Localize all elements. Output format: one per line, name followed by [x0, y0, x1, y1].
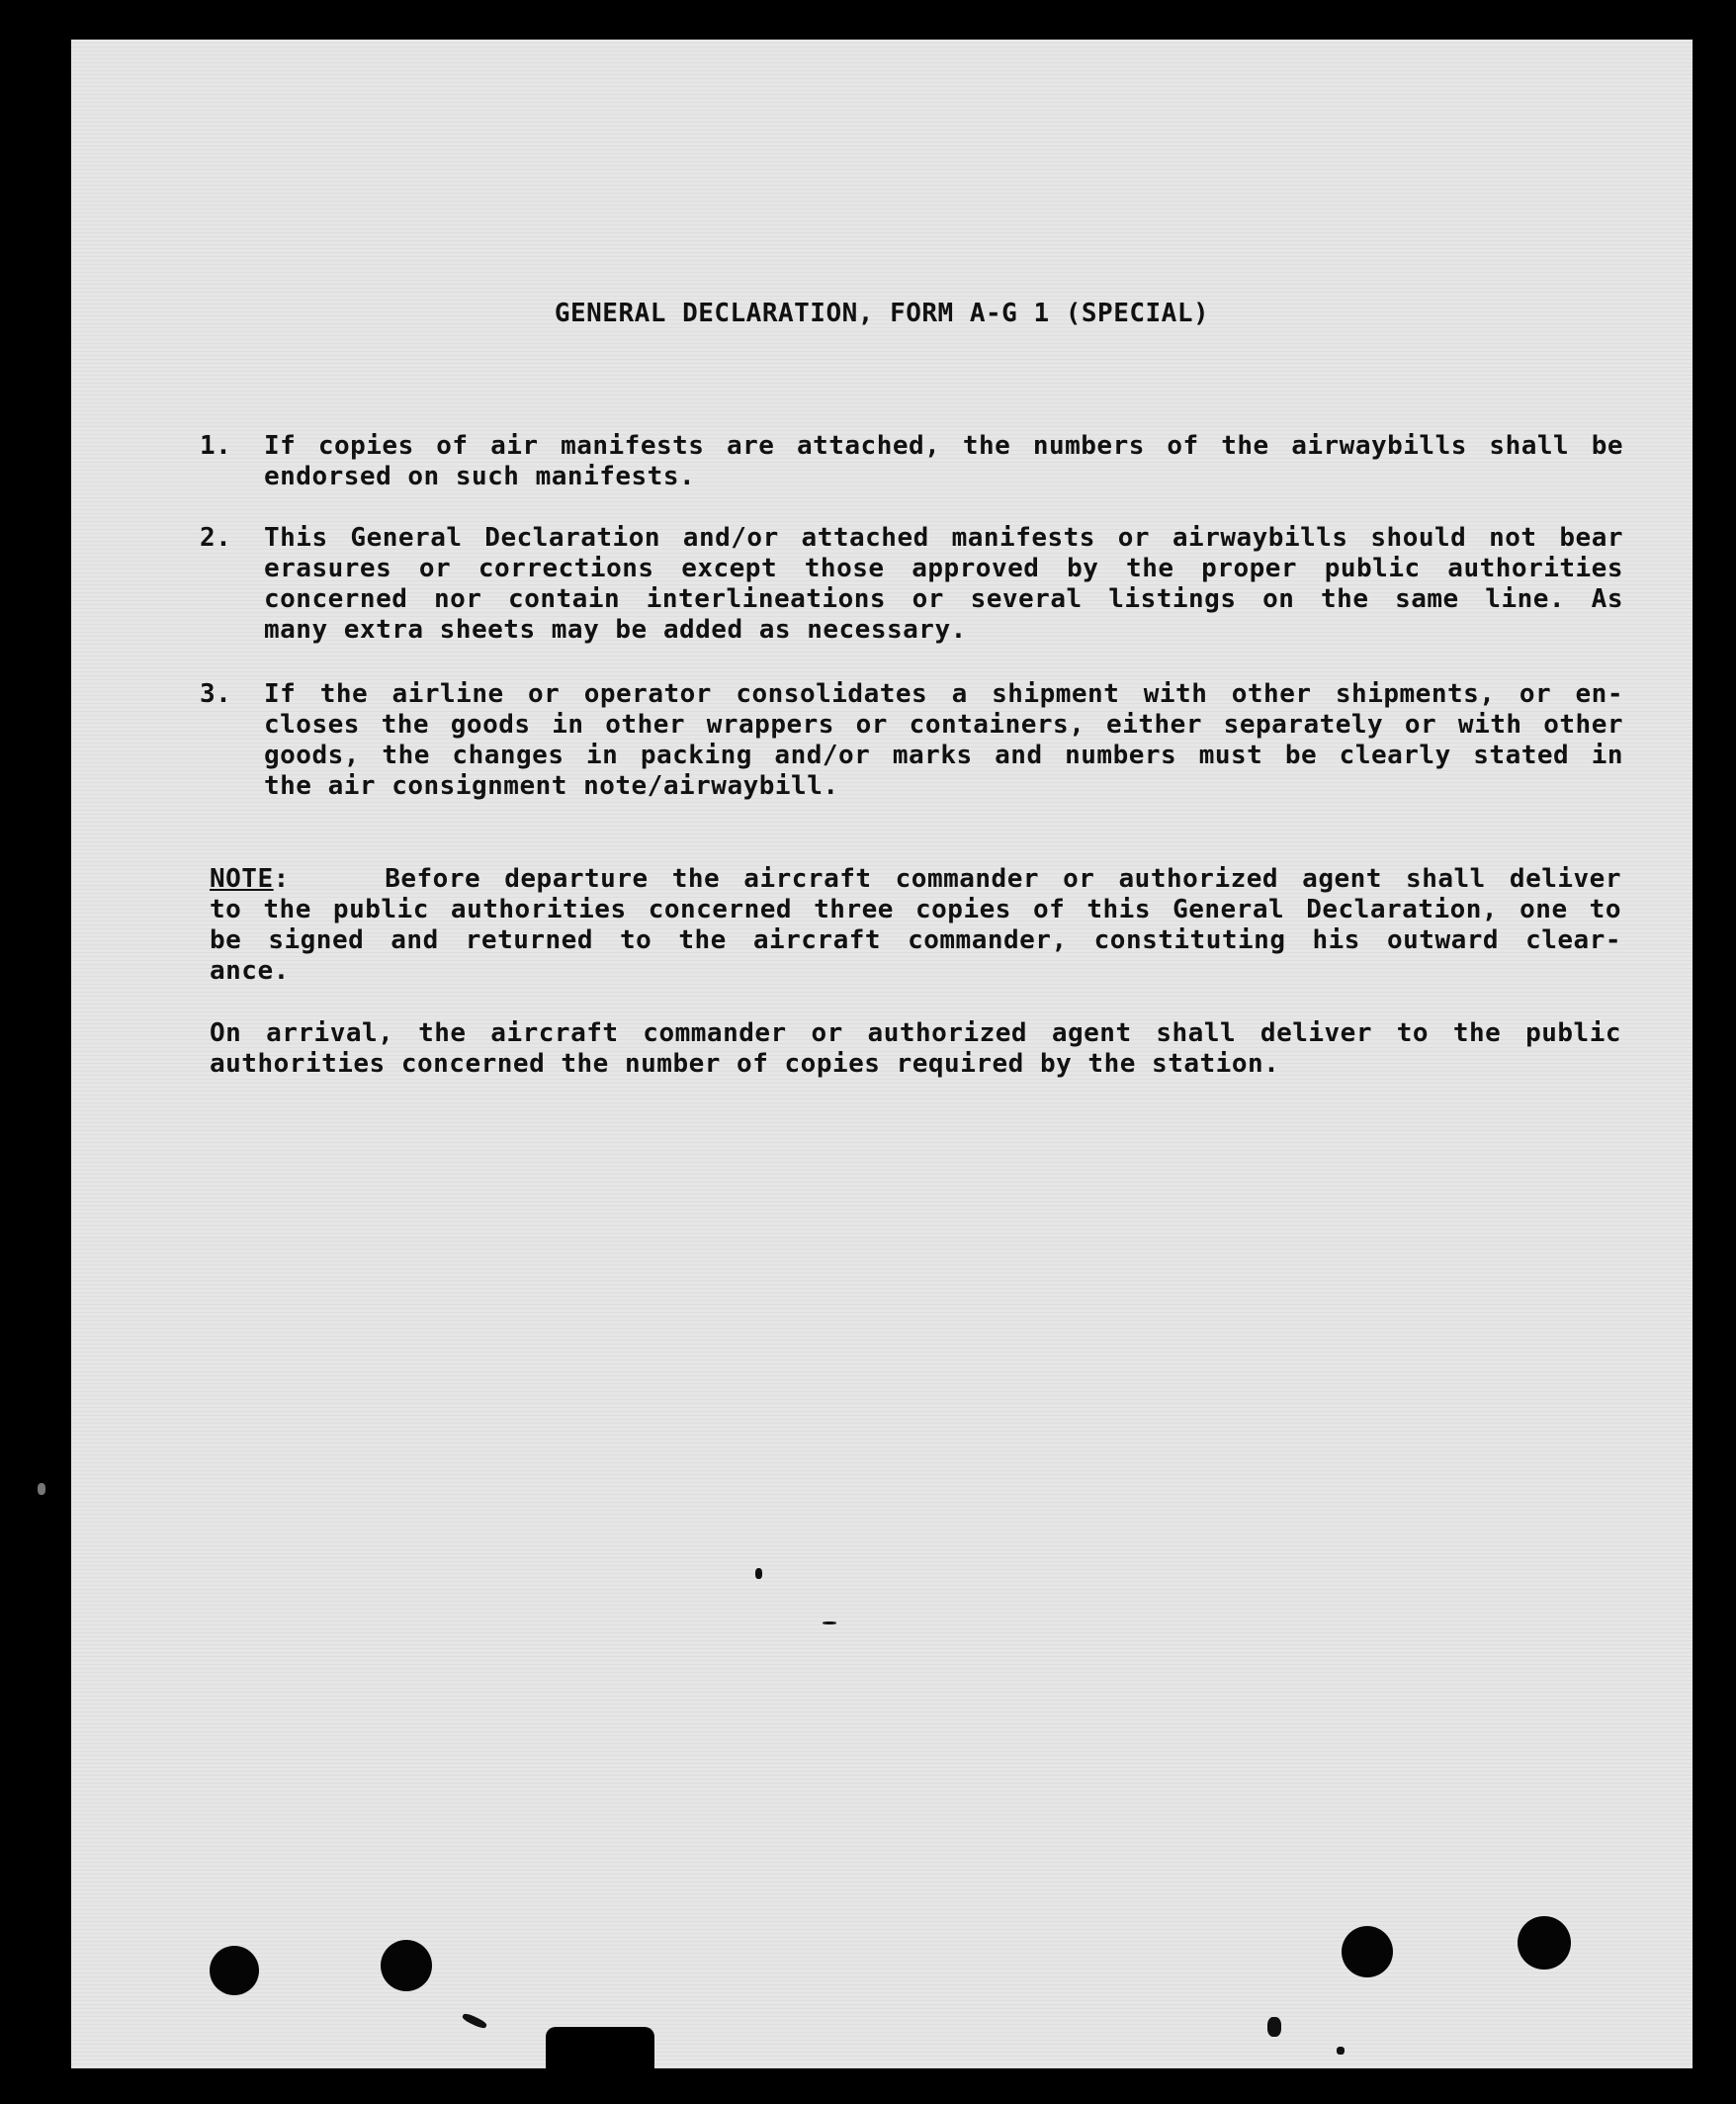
note-line: to the public authorities concerned three copies of this General Declaration, one to: [210, 895, 1621, 924]
item-number: 2.: [200, 523, 232, 553]
torn-edge: [546, 2027, 654, 2068]
item-text: [264, 431, 1623, 492]
note-line: be signed and returned to the aircraft commander, constituting his outward clear-: [210, 925, 1621, 955]
punch-hole: [1342, 1926, 1393, 1977]
item-line: the air consignment note/airwaybill.: [264, 771, 839, 801]
item-line: endorsed on such manifests.: [264, 462, 696, 491]
note-label: NOTE: [210, 864, 274, 894]
item-text: [264, 679, 1623, 802]
item-line: If the airline or operator consolidates a shipment with other shipments, or en-: [264, 679, 1623, 709]
punch-hole: [1518, 1916, 1571, 1970]
ink-speck: [1267, 2017, 1281, 2037]
item-line: erasures or corrections except those approved by the proper public authorities: [264, 554, 1623, 583]
arrival-line: authorities concerned the number of copies required by the station.: [210, 1049, 1280, 1079]
note-line: ance.: [210, 956, 290, 986]
item-line: goods, the changes in packing and/or marks and numbers must be clearly stated in: [264, 741, 1623, 770]
item-line: concerned nor contain interlineations or several listings on the same line. As: [264, 584, 1623, 614]
item-line: If copies of air manifests are attached, the numbers of the airwaybills shall be: [264, 431, 1623, 461]
instruction-item-2: [200, 523, 1623, 646]
paper-sheet: [71, 40, 1693, 2068]
arrival-paragraph: [210, 1018, 1621, 1080]
instruction-item-1: [200, 431, 1623, 492]
document-title: GENERAL DECLARATION, FORM A-G 1 (SPECIAL): [554, 299, 1210, 328]
note-colon: :: [273, 864, 290, 894]
departure-note: [210, 864, 1621, 987]
punch-hole: [210, 1946, 259, 1995]
item-text: [264, 523, 1623, 646]
item-line: closes the goods in other wrappers or containers, either separately or with other: [264, 710, 1623, 740]
ink-speck: [823, 1622, 836, 1624]
item-line: many extra sheets may be added as necessary.: [264, 615, 967, 645]
note-first-line: [210, 864, 1621, 895]
note-first-text: Before departure the aircraft commander or authorized agent shall deliver: [385, 864, 1621, 894]
punch-hole: [381, 1940, 432, 1991]
ink-speck: [1337, 2047, 1345, 2055]
item-number: 3.: [200, 679, 232, 709]
margin-mark: [38, 1483, 45, 1495]
ink-speck: [462, 2012, 488, 2030]
arrival-line: On arrival, the aircraft commander or authorized agent shall deliver to the public: [210, 1018, 1621, 1048]
item-line: This General Declaration and/or attached manifests or airwaybills should not bear: [264, 523, 1623, 553]
item-number: 1.: [200, 431, 232, 461]
instruction-item-3: [200, 679, 1623, 802]
ink-speck: [755, 1568, 762, 1579]
